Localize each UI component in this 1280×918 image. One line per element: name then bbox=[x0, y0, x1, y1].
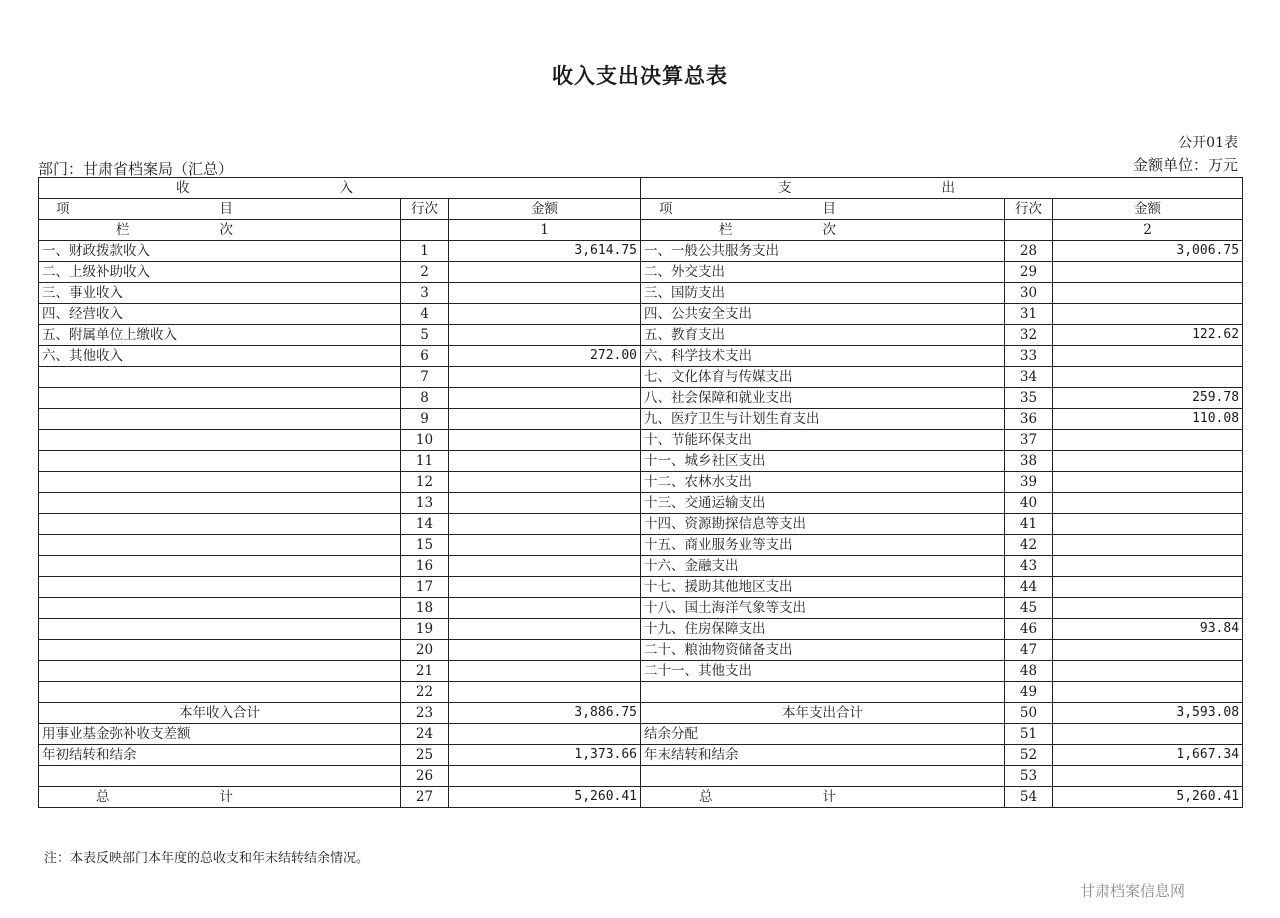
watermark: 甘肃档案信息网 bbox=[1080, 882, 1186, 900]
expense-item: 三、国防支出 bbox=[641, 283, 1005, 304]
income-item-header: 项目 bbox=[39, 199, 401, 220]
income-item bbox=[39, 577, 401, 598]
table-row bbox=[39, 766, 1243, 787]
table-row bbox=[39, 409, 1243, 430]
income-item: 五、附属单位上缴收入 bbox=[39, 325, 401, 346]
table-row bbox=[39, 346, 1243, 367]
table-row bbox=[39, 661, 1243, 682]
income-item bbox=[39, 472, 401, 493]
unit-label: 金额单位：万元 bbox=[1132, 156, 1238, 174]
expense-item: 四、公共安全支出 bbox=[641, 304, 1005, 325]
income-item bbox=[39, 640, 401, 661]
income-amount bbox=[449, 661, 641, 682]
table-row bbox=[39, 514, 1243, 535]
table-row bbox=[39, 745, 1243, 766]
income-item: 用事业基金弥补收支差额 bbox=[39, 724, 401, 745]
expense-item: 十九、住房保障支出 bbox=[641, 619, 1005, 640]
expense-line: 45 bbox=[1005, 598, 1053, 619]
income-amount-header: 金额 bbox=[449, 199, 641, 220]
income-item bbox=[39, 388, 401, 409]
income-line: 9 bbox=[401, 409, 449, 430]
income-amount bbox=[449, 724, 641, 745]
income-item bbox=[39, 367, 401, 388]
expense-line: 51 bbox=[1005, 724, 1053, 745]
expense-amount bbox=[1053, 472, 1243, 493]
expense-item: 十一、城乡社区支出 bbox=[641, 451, 1005, 472]
expense-item: 十八、国土海洋气象等支出 bbox=[641, 598, 1005, 619]
income-amount bbox=[449, 304, 641, 325]
expense-line: 33 bbox=[1005, 346, 1053, 367]
income-column-number: 1 bbox=[449, 220, 641, 241]
income-amount bbox=[449, 577, 641, 598]
income-amount: 3,614.75 bbox=[449, 241, 641, 262]
expense-item: 八、社会保障和就业支出 bbox=[641, 388, 1005, 409]
income-item: 四、经营收入 bbox=[39, 304, 401, 325]
expense-line: 46 bbox=[1005, 619, 1053, 640]
expense-line: 50 bbox=[1005, 703, 1053, 724]
table-row bbox=[39, 640, 1243, 661]
income-item bbox=[39, 598, 401, 619]
expense-amount bbox=[1053, 661, 1243, 682]
income-line: 22 bbox=[401, 682, 449, 703]
table-row bbox=[39, 325, 1243, 346]
expense-column-label: 栏次 bbox=[641, 220, 1005, 241]
expense-item: 十三、交通运输支出 bbox=[641, 493, 1005, 514]
income-line: 11 bbox=[401, 451, 449, 472]
expense-item: 五、教育支出 bbox=[641, 325, 1005, 346]
income-line: 10 bbox=[401, 430, 449, 451]
expense-amount bbox=[1053, 556, 1243, 577]
income-item bbox=[39, 661, 401, 682]
income-item: 六、其他收入 bbox=[39, 346, 401, 367]
expense-amount bbox=[1053, 304, 1243, 325]
income-amount bbox=[449, 556, 641, 577]
expense-line: 49 bbox=[1005, 682, 1053, 703]
income-amount bbox=[449, 535, 641, 556]
income-line: 1 bbox=[401, 241, 449, 262]
income-line: 12 bbox=[401, 472, 449, 493]
expense-item: 十五、商业服务业等支出 bbox=[641, 535, 1005, 556]
income-line: 13 bbox=[401, 493, 449, 514]
expense-amount bbox=[1053, 577, 1243, 598]
income-line: 14 bbox=[401, 514, 449, 535]
income-amount bbox=[449, 766, 641, 787]
expense-item: 十、节能环保支出 bbox=[641, 430, 1005, 451]
expense-amount-header: 金额 bbox=[1053, 199, 1243, 220]
expense-item: 六、科学技术支出 bbox=[641, 346, 1005, 367]
income-item bbox=[39, 514, 401, 535]
expense-amount bbox=[1053, 346, 1243, 367]
income-line: 24 bbox=[401, 724, 449, 745]
table-row bbox=[39, 703, 1243, 724]
expense-item: 二十一、其他支出 bbox=[641, 661, 1005, 682]
expense-line: 39 bbox=[1005, 472, 1053, 493]
expense-line: 48 bbox=[1005, 661, 1053, 682]
income-column-label: 栏次 bbox=[39, 220, 401, 241]
income-item bbox=[39, 493, 401, 514]
income-line: 8 bbox=[401, 388, 449, 409]
income-item: 总计 bbox=[39, 787, 401, 808]
income-header: 收入 bbox=[39, 178, 641, 199]
income-line: 25 bbox=[401, 745, 449, 766]
expense-amount bbox=[1053, 451, 1243, 472]
table-row bbox=[39, 619, 1243, 640]
table-row bbox=[39, 493, 1243, 514]
income-line: 2 bbox=[401, 262, 449, 283]
income-amount: 272.00 bbox=[449, 346, 641, 367]
table-row bbox=[39, 472, 1243, 493]
department-label: 部门：甘肃省档案局（汇总） bbox=[38, 160, 234, 178]
expense-amount bbox=[1053, 514, 1243, 535]
income-line: 3 bbox=[401, 283, 449, 304]
table-row bbox=[39, 451, 1243, 472]
table-row bbox=[39, 262, 1243, 283]
income-item bbox=[39, 430, 401, 451]
income-expense-table bbox=[38, 177, 1243, 808]
income-amount bbox=[449, 283, 641, 304]
income-amount bbox=[449, 451, 641, 472]
income-amount bbox=[449, 388, 641, 409]
income-line: 19 bbox=[401, 619, 449, 640]
expense-line: 44 bbox=[1005, 577, 1053, 598]
expense-amount bbox=[1053, 493, 1243, 514]
income-line: 20 bbox=[401, 640, 449, 661]
table-row bbox=[39, 535, 1243, 556]
table-row bbox=[39, 556, 1243, 577]
expense-amount bbox=[1053, 766, 1243, 787]
income-amount bbox=[449, 619, 641, 640]
expense-amount bbox=[1053, 640, 1243, 661]
expense-line: 36 bbox=[1005, 409, 1053, 430]
expense-amount: 3,006.75 bbox=[1053, 241, 1243, 262]
expense-item: 七、文化体育与传媒支出 bbox=[641, 367, 1005, 388]
expense-amount bbox=[1053, 367, 1243, 388]
income-amount bbox=[449, 640, 641, 661]
table-note: 注：本表反映部门本年度的总收支和年末结转结余情况。 bbox=[44, 851, 370, 866]
expense-item: 十六、金融支出 bbox=[641, 556, 1005, 577]
income-item: 二、上级补助收入 bbox=[39, 262, 401, 283]
income-line: 16 bbox=[401, 556, 449, 577]
income-line: 7 bbox=[401, 367, 449, 388]
expense-amount: 259.78 bbox=[1053, 388, 1243, 409]
income-item bbox=[39, 409, 401, 430]
income-amount: 3,886.75 bbox=[449, 703, 641, 724]
expense-amount bbox=[1053, 262, 1243, 283]
table-row bbox=[39, 388, 1243, 409]
table-row bbox=[39, 241, 1243, 262]
income-amount bbox=[449, 367, 641, 388]
income-amount bbox=[449, 598, 641, 619]
table-row bbox=[39, 283, 1243, 304]
expense-item: 年末结转和结余 bbox=[641, 745, 1005, 766]
income-line: 6 bbox=[401, 346, 449, 367]
expense-line: 42 bbox=[1005, 535, 1053, 556]
expense-amount: 93.84 bbox=[1053, 619, 1243, 640]
income-item bbox=[39, 682, 401, 703]
expense-column-number: 2 bbox=[1053, 220, 1243, 241]
expense-amount bbox=[1053, 682, 1243, 703]
expense-line-header: 行次 bbox=[1005, 199, 1053, 220]
expense-line: 30 bbox=[1005, 283, 1053, 304]
expense-item: 一、一般公共服务支出 bbox=[641, 241, 1005, 262]
expense-line: 53 bbox=[1005, 766, 1053, 787]
expense-item: 总计 bbox=[641, 787, 1005, 808]
income-line: 15 bbox=[401, 535, 449, 556]
expense-amount: 5,260.41 bbox=[1053, 787, 1243, 808]
income-amount bbox=[449, 409, 641, 430]
income-amount bbox=[449, 325, 641, 346]
expense-amount bbox=[1053, 535, 1243, 556]
table-row bbox=[39, 367, 1243, 388]
expense-line: 37 bbox=[1005, 430, 1053, 451]
table-row bbox=[39, 682, 1243, 703]
income-item bbox=[39, 556, 401, 577]
expense-item: 十二、农林水支出 bbox=[641, 472, 1005, 493]
expense-line: 52 bbox=[1005, 745, 1053, 766]
table-row bbox=[39, 577, 1243, 598]
income-line: 26 bbox=[401, 766, 449, 787]
expense-amount: 110.08 bbox=[1053, 409, 1243, 430]
table-row bbox=[39, 787, 1243, 808]
income-line: 18 bbox=[401, 598, 449, 619]
income-item bbox=[39, 619, 401, 640]
expense-item: 结余分配 bbox=[641, 724, 1005, 745]
expense-item bbox=[641, 682, 1005, 703]
expense-item: 九、医疗卫生与计划生育支出 bbox=[641, 409, 1005, 430]
income-item bbox=[39, 766, 401, 787]
expense-amount bbox=[1053, 724, 1243, 745]
expense-line: 43 bbox=[1005, 556, 1053, 577]
expense-amount bbox=[1053, 430, 1243, 451]
expense-line: 34 bbox=[1005, 367, 1053, 388]
expense-line: 41 bbox=[1005, 514, 1053, 535]
table-row bbox=[39, 304, 1243, 325]
income-amount bbox=[449, 682, 641, 703]
income-line: 23 bbox=[401, 703, 449, 724]
income-amount bbox=[449, 493, 641, 514]
expense-item bbox=[641, 766, 1005, 787]
expense-line: 38 bbox=[1005, 451, 1053, 472]
income-amount bbox=[449, 472, 641, 493]
income-amount bbox=[449, 262, 641, 283]
income-line-header: 行次 bbox=[401, 199, 449, 220]
income-line: 21 bbox=[401, 661, 449, 682]
expense-header: 支出 bbox=[641, 178, 1243, 199]
expense-item-header: 项目 bbox=[641, 199, 1005, 220]
expense-amount bbox=[1053, 283, 1243, 304]
income-item: 本年收入合计 bbox=[39, 703, 401, 724]
expense-line: 32 bbox=[1005, 325, 1053, 346]
expense-item: 本年支出合计 bbox=[641, 703, 1005, 724]
income-amount: 5,260.41 bbox=[449, 787, 641, 808]
income-item: 一、财政拨款收入 bbox=[39, 241, 401, 262]
expense-line: 47 bbox=[1005, 640, 1053, 661]
income-amount: 1,373.66 bbox=[449, 745, 641, 766]
expense-line: 35 bbox=[1005, 388, 1053, 409]
expense-item: 二十、粮油物资储备支出 bbox=[641, 640, 1005, 661]
income-item bbox=[39, 451, 401, 472]
expense-item: 十七、援助其他地区支出 bbox=[641, 577, 1005, 598]
table-row bbox=[39, 598, 1243, 619]
expense-amount: 1,667.34 bbox=[1053, 745, 1243, 766]
income-item bbox=[39, 535, 401, 556]
income-line: 4 bbox=[401, 304, 449, 325]
income-amount bbox=[449, 430, 641, 451]
form-number: 公开01表 bbox=[1178, 135, 1238, 151]
income-line: 17 bbox=[401, 577, 449, 598]
expense-line: 29 bbox=[1005, 262, 1053, 283]
table-row bbox=[39, 430, 1243, 451]
income-line: 27 bbox=[401, 787, 449, 808]
income-item: 三、事业收入 bbox=[39, 283, 401, 304]
expense-line: 31 bbox=[1005, 304, 1053, 325]
income-item: 年初结转和结余 bbox=[39, 745, 401, 766]
expense-item: 十四、资源勘探信息等支出 bbox=[641, 514, 1005, 535]
table-row bbox=[39, 724, 1243, 745]
page-title: 收入支出决算总表 bbox=[552, 64, 728, 88]
expense-amount: 3,593.08 bbox=[1053, 703, 1243, 724]
expense-amount: 122.62 bbox=[1053, 325, 1243, 346]
expense-line: 40 bbox=[1005, 493, 1053, 514]
expense-item: 二、外交支出 bbox=[641, 262, 1005, 283]
expense-line: 28 bbox=[1005, 241, 1053, 262]
income-amount bbox=[449, 514, 641, 535]
expense-line: 54 bbox=[1005, 787, 1053, 808]
income-line: 5 bbox=[401, 325, 449, 346]
expense-amount bbox=[1053, 598, 1243, 619]
